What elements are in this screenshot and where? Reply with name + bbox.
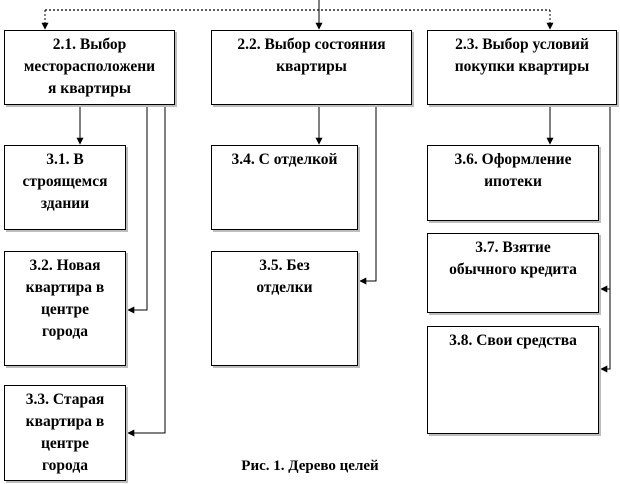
node-3-4-with-finishing: 3.4. С отделкой — [211, 145, 358, 230]
node-3-6-mortgage: 3.6. Оформление ипотеки — [427, 145, 599, 221]
node-3-5-without-finishing: 3.5. Без отделки — [211, 251, 358, 366]
node-3-1-under-construction: 3.1. В строящемся здании — [4, 145, 126, 230]
node-2-1-location: 2.1. Выбор месторасположени я квартиры — [4, 30, 175, 105]
node-3-8-own-funds: 3.8. Свои средства — [427, 326, 599, 434]
node-2-3-purchase-terms: 2.3. Выбор условий покупки квартиры — [427, 30, 617, 105]
node-3-7-regular-loan: 3.7. Взятие обычного кредита — [427, 233, 599, 313]
figure-caption: Рис. 1. Дерево целей — [241, 458, 379, 474]
node-3-3-old-center: 3.3. Старая квартира в центре города — [4, 385, 126, 481]
node-3-2-new-center: 3.2. Новая квартира в центре города — [4, 251, 126, 366]
node-2-2-condition: 2.2. Выбор состояния квартиры — [211, 30, 412, 105]
